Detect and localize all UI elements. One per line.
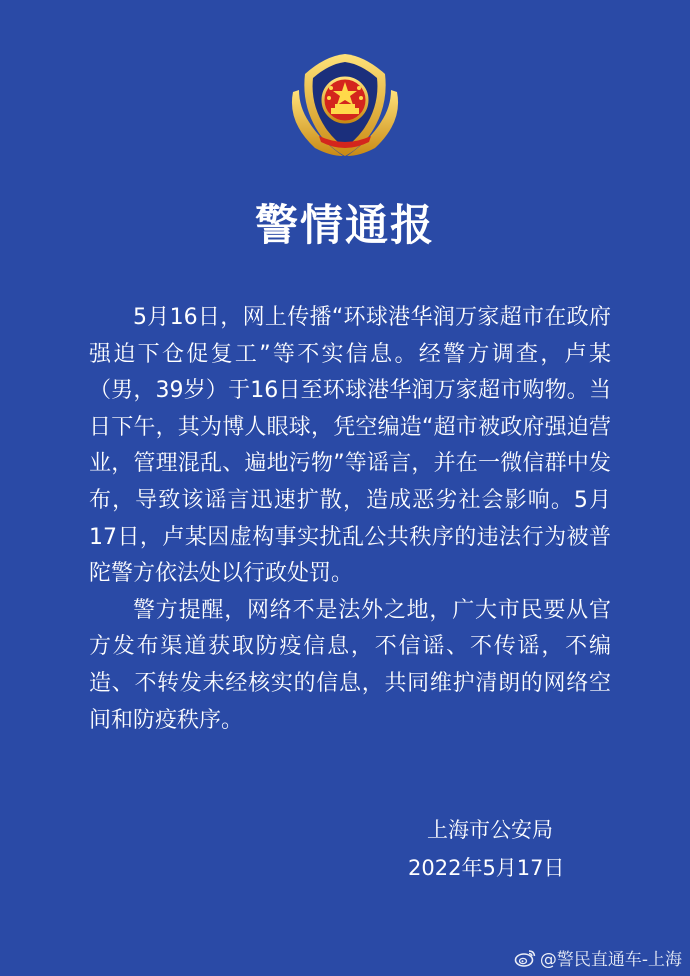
- issuer-name: 上海市公安局: [427, 818, 553, 842]
- paragraph-reminder: 警方提醒，网络不是法外之地，广大市民要从官方发布渠道获取防疫信息，不信谣、不传谣，不编造、不转发未经核实的信息，共同维护清朗的网络空间和防疫秩序。: [89, 597, 611, 733]
- watermark-text: @警民直通车-上海: [539, 950, 682, 970]
- issue-date: 2022年5月17日: [408, 856, 565, 880]
- source-watermark: [514, 945, 682, 970]
- police-emblem-icon: [285, 52, 405, 164]
- page-title: 警情通报: [255, 201, 435, 251]
- notice-body: [89, 300, 611, 739]
- weibo-icon: [514, 949, 536, 967]
- paragraph-incident: 5月16日，网上传播“环球港华润万家超市在政府强迫下仓促复工”等不实信息。经警方调查，卢某（男，39岁）于16日至环球港华润万家超市购物。当日下午，其为博人眼球，凭空编造“超市被政府强迫营业，管理混乱、遍地污物”等谣言，并在一微信群中发布，导致该谣言迅速扩散，造成恶劣社会影响。5月17日，卢某因虚构事实扰乱公共秩序的违法行为被普陀警方依法处以行政处罚。: [89, 305, 611, 587]
